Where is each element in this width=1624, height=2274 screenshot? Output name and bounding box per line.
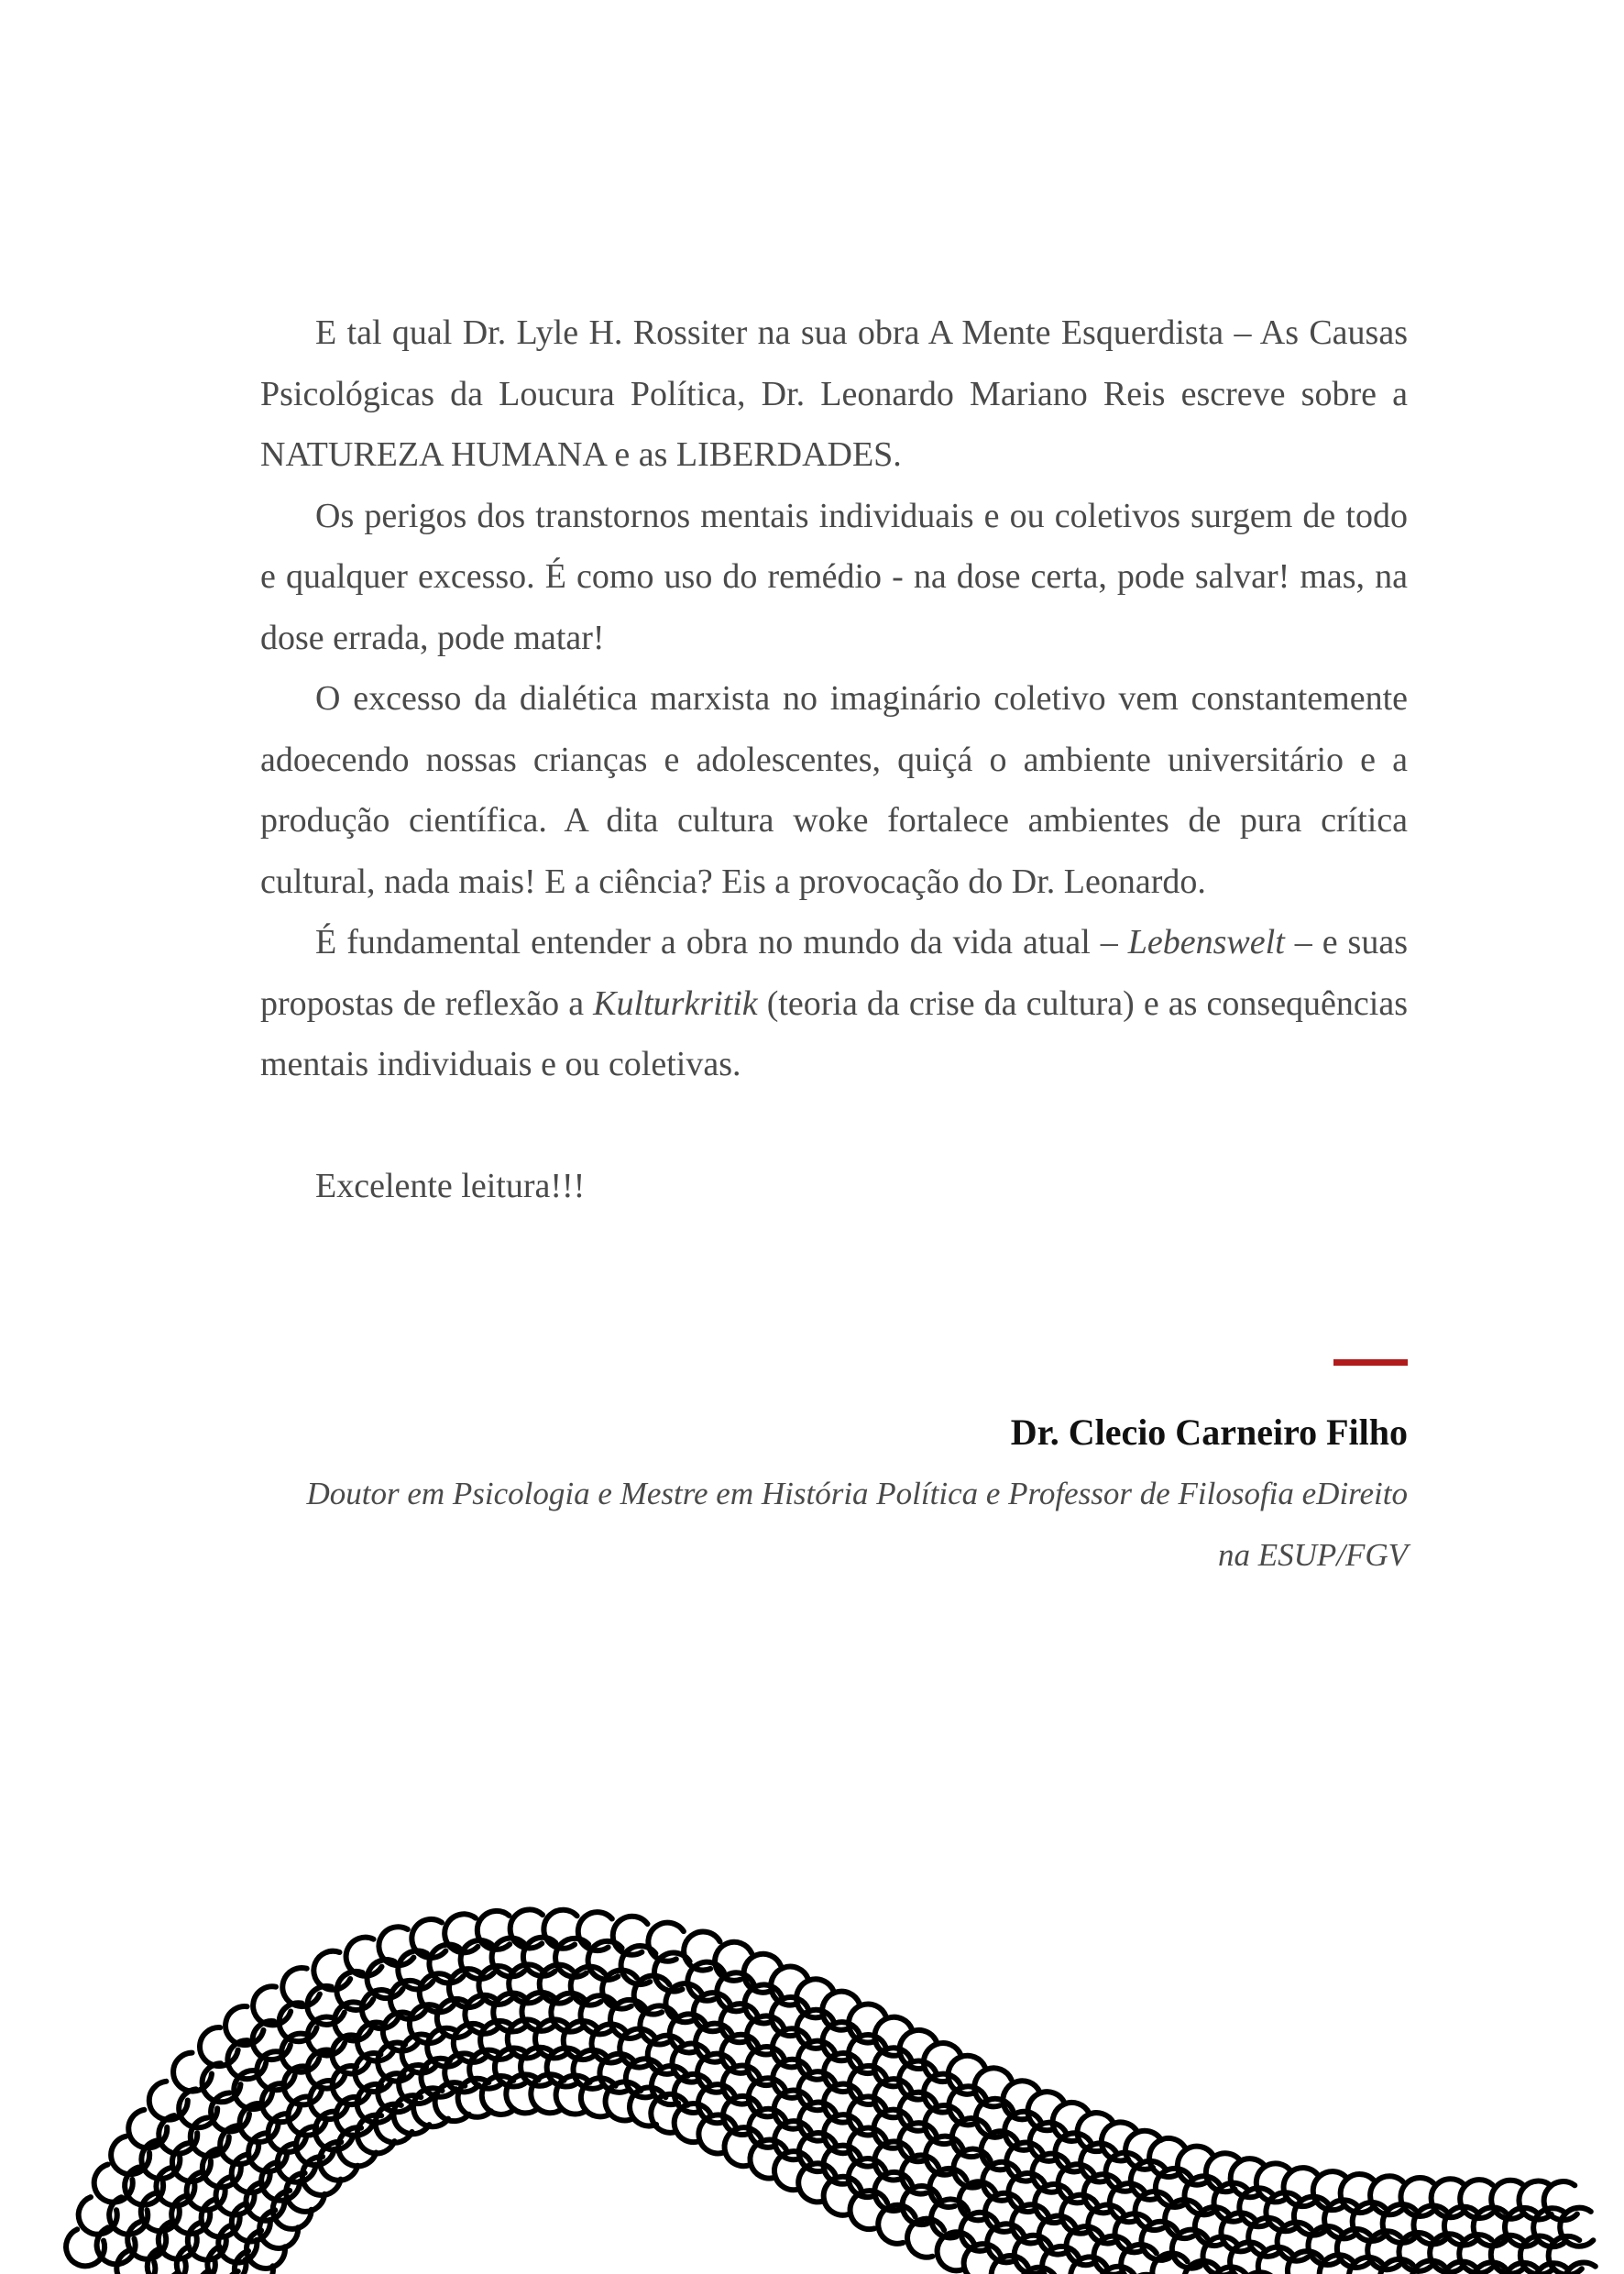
paragraph-4-part-3: (teoria da crise da cultura) e as consequências mentais individuais e ou coletivas. (260, 983, 1409, 1083)
closing-line: Excelente leitura!!! (315, 1166, 586, 1205)
accent-rule (1333, 1359, 1408, 1366)
paragraph-1: E tal qual Dr. Lyle H. Rossiter na sua obra A Mente Esquerdista – As Causas Psicológicas da Loucura Política, Dr. Leonardo Mariano Reis escreve sobre a NATUREZA HUMANA e as LIBERDADES. (260, 313, 1408, 474)
paragraph-3: O excesso da dialética marxista no imaginário coletivo vem constantemente adoecendo nossas crianças e adolescentes, quiçá o ambiente universitário e a produção científica. A dita cultura woke fortalece ambientes de pura crítica cultural, nada mais! E a ciência? Eis a provocação do Dr. Leonardo. (260, 679, 1408, 901)
serpent-scale (630, 2088, 665, 2126)
paragraph-4 (260, 912, 1408, 1095)
paragraph-4-part-1: É fundamental entender a obra no mundo da vida atual – (315, 923, 1128, 961)
paragraph-2: Os perigos dos transtornos mentais individuais e ou coletivos surgem de todo e qualquer excesso. É como uso do remédio - na dose certa, pode salvar! mas, na dose errada, pode matar! (260, 496, 1408, 657)
signature-block (260, 1402, 1408, 1586)
preface-body (260, 302, 1408, 1216)
serpent-scale (606, 2082, 642, 2120)
term-kulturkritik: Kulturkritik (593, 983, 758, 1023)
serpent-scales-illustration (0, 1851, 1624, 2274)
signature-title-line-2: na ESUP/FGV (1217, 1537, 1408, 1573)
signature-title-line-1: Doutor em Psicologia e Mestre em História Política e Professor de Filosofia eDireito (306, 1476, 1408, 1511)
serpent-scale (651, 2094, 687, 2133)
term-lebenswelt: Lebenswelt (1127, 923, 1285, 961)
signature-name: Dr. Clecio Carneiro Filho (1010, 1412, 1408, 1453)
paragraph-4-part-2: – e suas propostas de reflexão a (260, 923, 1409, 1023)
serpent-scale (1544, 2181, 1577, 2220)
